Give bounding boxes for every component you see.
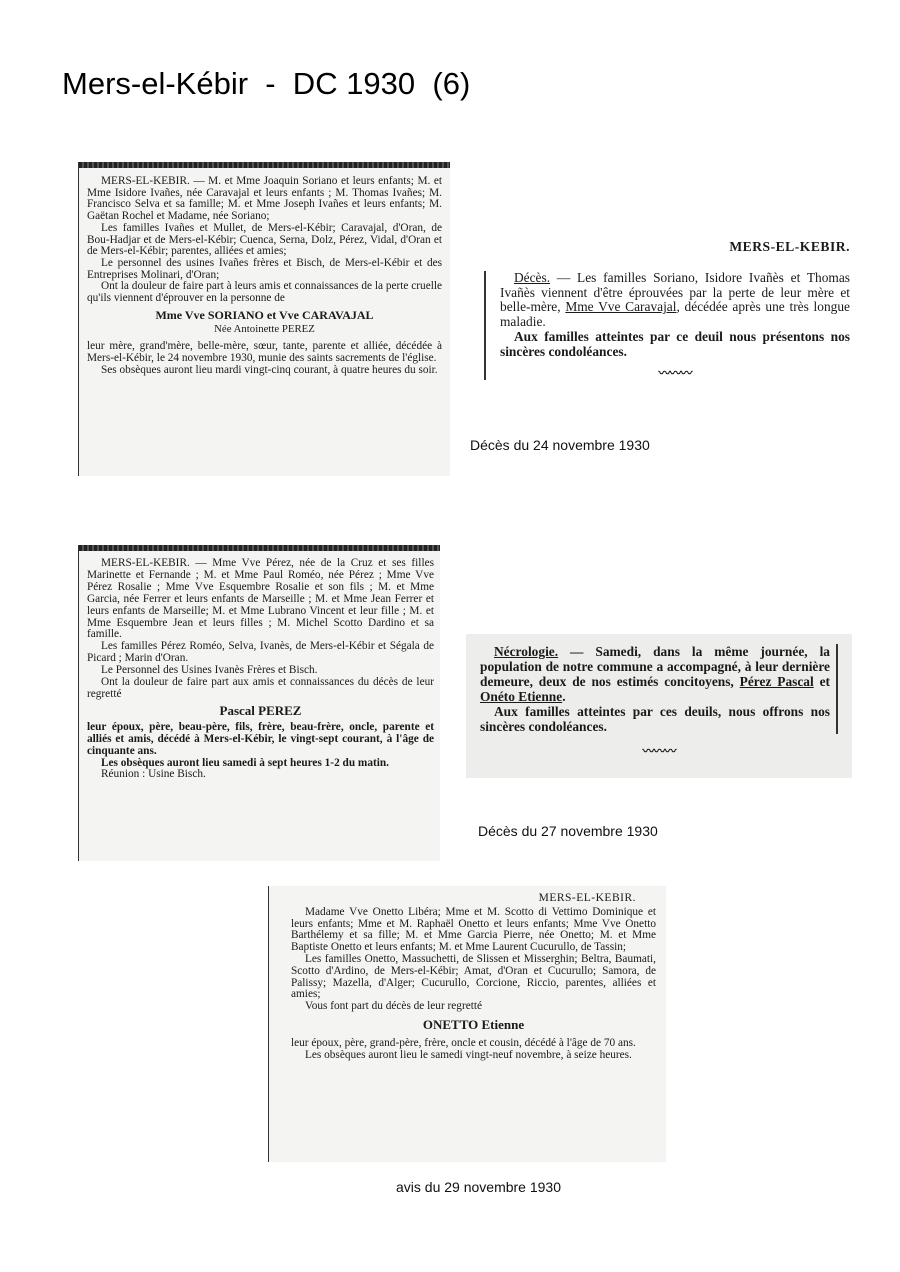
obituary-clipping-pascal-perez — [78, 545, 440, 861]
clip-body — [484, 271, 850, 381]
clip-text-end: , décédée après une très longue maladie. — [500, 299, 851, 330]
ornament: 〰〰〰 — [642, 744, 676, 758]
obituary-clipping-onetto-etienne — [268, 886, 666, 1162]
clip-families: Les familles Pérez Roméo, Selva, Ivanès, de Mers-el-Kébir et Ségala de Picard ; Marin d'Oran. — [87, 640, 434, 665]
clip-personnel: Le Personnel des Usines Ivanès Frères et Bisch. — [101, 664, 318, 677]
clip-heading: MERS-EL-KEBIR. — [729, 239, 850, 254]
deceased-name-2: Onéto Etienne — [480, 689, 563, 704]
deceased-name-1: Pérez Pascal — [739, 674, 814, 689]
clip-lead: Décès. — [514, 269, 551, 285]
clip-relation: leur époux, père, grand-père, frère, oncle et cousin, décédé à l'âge de 70 ans. — [291, 1036, 636, 1049]
clip-intro: MERS-EL-KEBIR. — M. et Mme Joaquin Soriano et leurs enfants; M. et Mme Isidore Ivañes, née Caravajal et leurs enfants ; M. Thomas Ivañes; M. Francisco Selva et sa famille; M. et Mme Joseph Ivañes et leurs enfants; M. Gaëtan Rochel et Madame, née Soriano; — [87, 175, 442, 223]
ornament: 〰〰〰 — [658, 365, 692, 380]
clip-text-end: . — [562, 689, 566, 704]
clip-funeral: Ses obsèques auront lieu mardi vingt-cinq courant, à quatre heures du soir. — [101, 363, 438, 376]
column-rule — [79, 162, 450, 168]
caption-29-november: avis du 29 novembre 1930 — [396, 1179, 561, 1195]
news-clipping-necrologie — [466, 634, 852, 778]
deceased-maiden-name: Née Antoinette PEREZ — [214, 323, 315, 336]
deceased-name: Mme Vve Caravajal — [565, 299, 677, 315]
clip-sorrow: Vous font part du décès de leur regretté — [305, 1000, 483, 1013]
clip-sorrow: Ont la douleur de faire part aux amis et connaissances du décès de leur regretté — [87, 676, 434, 700]
clip-lead: Nécrologie. — [494, 644, 559, 659]
obituary-clipping-soriano-caravajal — [78, 162, 450, 476]
clip-relation: leur époux, père, beau-père, fils, frère, beau-frère, oncle, parente et alliés et amis, décédé à Mers-el-Kébir, le vingt-sept courant, à l'âge de cinquante ans. — [87, 720, 434, 757]
clip-text-start: — Les familles Soriano, Isidore Ivañès et Thomas Ivañès viennent d'être éprouvées par la perte de leur mère et belle-mère, — [500, 269, 850, 315]
clip-text — [500, 271, 850, 330]
clip-relation: leur mère, grand'mère, belle-mère, sœur, tante, parente et alliée, décédée à Mers-el-Kébir, le 24 novembre 1930, munie des saints sacrements de l'église. — [87, 340, 442, 364]
clip-meeting: Réunion : Usine Bisch. — [101, 768, 206, 781]
deceased-name: Mme Vve SORIANO et Vve CARAVAJAL — [155, 307, 374, 322]
clip-heading: MERS-EL-KEBIR. — [538, 892, 636, 904]
clip-and: et — [813, 674, 830, 689]
clip-intro: Madame Vve Onetto Libéra; Mme et M. Scotto di Vettimo Dominique et leurs enfants; Mme et M. Raphaël Onetto et leurs enfants; Mme Vve Onetto Barthélemy et sa fille; M. et Mme Garcia Pierre, née Onetto; M. et Mme Baptiste Onetto et leurs enfants; M. et Mme Laurent Cucurullo, de Tassin; — [291, 905, 656, 954]
clip-families: Les familles Onetto, Massuchetti, de Slissen et Misserghin; Beltra, Baumati, Scotto d'Ardino, de Mers-el-Kébir; Amat, d'Oran et Cucurullo; Samora, de Palissy; Mazella, d'Alger; Cucurullo, Corcione, Riccio, parentes, alliées et amies; — [291, 952, 656, 1001]
deceased-name: Pascal PEREZ — [219, 702, 302, 718]
clip-text-start: — Samedi, dans la même journée, la population de notre commune a accompagné, à leur dernière demeure, deux de nos estimés concitoyens, — [480, 644, 830, 689]
clip-funeral: Les obsèques auront lieu samedi à sept heures 1-2 du matin. — [101, 756, 389, 769]
clip-families: Les familles Ivañes et Mullet, de Mers-el-Kébir; Caravajal, d'Oran, de Bou-Hadjar et de Mers-el-Kébir; Cuenca, Serna, Dolz, Pérez, Vidal, d'Oran et de Mers-el-Kébir; parentes, alliées et amies; — [87, 221, 442, 258]
caption-24-november: Décès du 24 novembre 1930 — [470, 437, 650, 453]
clip-text — [480, 644, 830, 704]
clip-body — [480, 644, 838, 734]
deceased-name: ONETTO Etienne — [422, 1016, 525, 1032]
clip-intro: MERS-EL-KEBIR. — Mme Vve Pérez, née de la Cruz et ses filles Marinette et Fernande ; M. et Mme Paul Roméo, née Pérez ; Mme Vve Pérez Rosalie ; Mme Vve Esquembre Rosalie et son fils ; M. et Mme Garcia, née Ferrer et leurs enfants de Marseille ; M. et Mme Jean Ferrer et leurs enfants de Marseille; M. et Mme Lubrano Vincent et leur fille ; M. et Mme Esquembre Jean et leurs filles ; M. Michel Scotto Dardino et sa famille. — [87, 557, 434, 641]
clip-sorrow: Ont la douleur de faire part à leurs amis et connaissances de la perte cruelle qu'ils viennent d'éprouver en la personne de — [87, 280, 442, 305]
news-clipping-deces — [474, 232, 854, 412]
clip-condolences: Aux familles atteintes par ces deuils, nous offrons nos sincères condoléances. — [480, 704, 830, 734]
page-title: Mers-el-Kébir - DC 1930 (6) — [62, 66, 471, 101]
clip-funeral: Les obsèques auront lieu le samedi vingt-neuf novembre, à seize heures. — [305, 1048, 632, 1061]
clip-personnel: Le personnel des usines Ivañes frères et Bisch, de Mers-el-Kébir et des Entreprises Molinari, d'Oran; — [87, 256, 442, 281]
column-rule — [79, 545, 440, 551]
caption-27-november: Décès du 27 novembre 1930 — [478, 823, 658, 839]
clip-condolences: Aux familles atteintes par ce deuil nous présentons nos sincères condoléances. — [500, 328, 850, 359]
